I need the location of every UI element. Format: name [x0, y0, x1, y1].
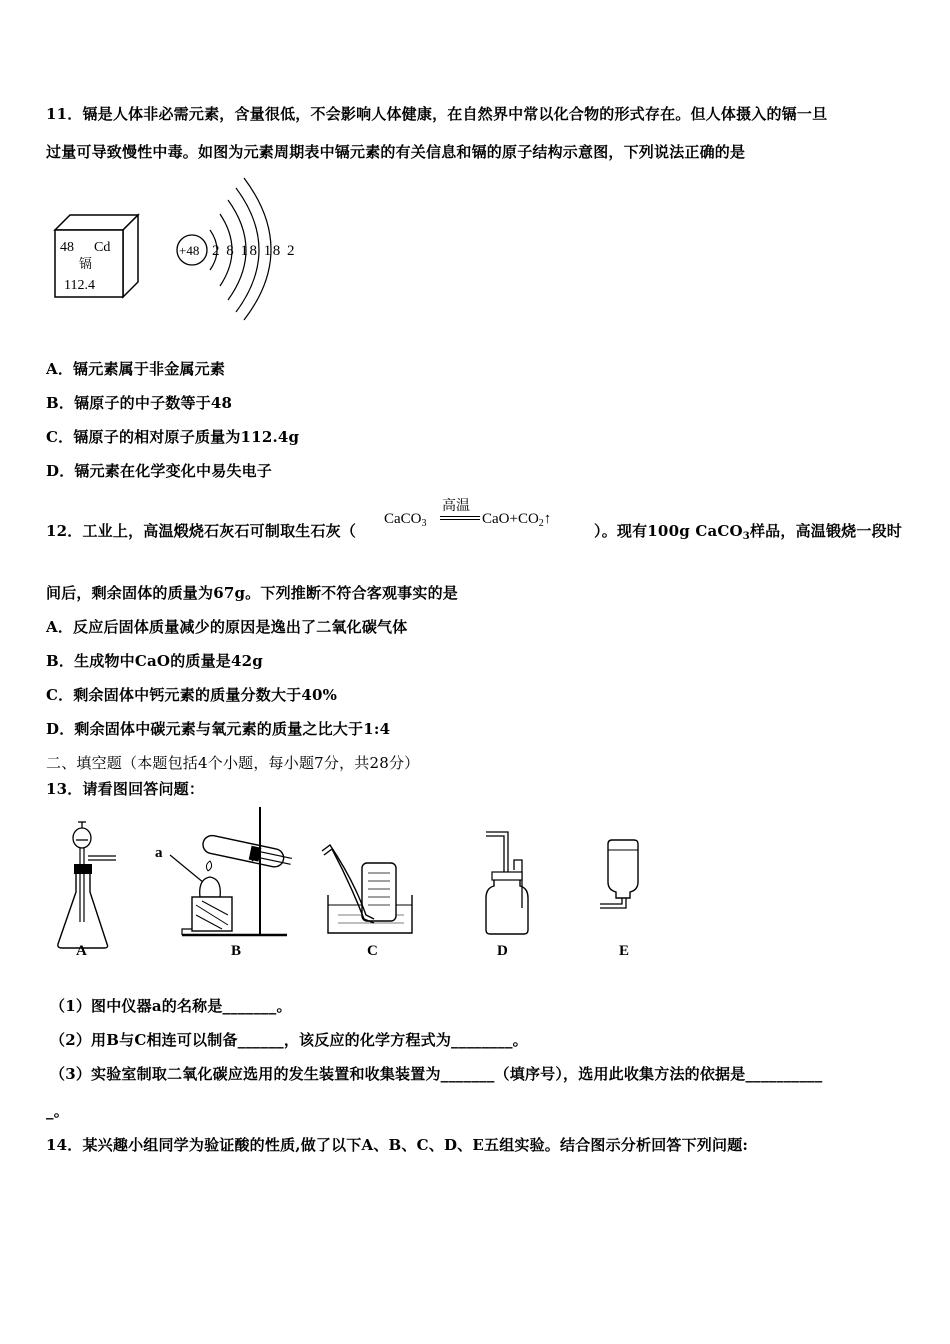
element-number: 48 — [60, 240, 74, 255]
q13-sub2: （2）用B与C相连可以制备______，该反应的化学方程式为________。 — [50, 1031, 528, 1049]
cadmium-atom-structure — [172, 172, 297, 322]
q12-option-a: A．反应后固体质量减少的原因是逸出了二氧化碳气体 — [46, 618, 408, 636]
q12-option-b: B．生成物中CaO的质量是42g — [46, 652, 263, 670]
apparatus-label-a: A — [76, 943, 87, 959]
q12-equation — [384, 496, 594, 540]
q12-option-d: D．剩余固体中碳元素与氧元素的质量之比大于1:4 — [46, 720, 391, 738]
electron-shells: 2 8 18 18 2 — [212, 243, 296, 259]
apparatus-label-d: D — [497, 943, 508, 959]
cadmium-element-box — [50, 210, 145, 302]
apparatus-label-b: B — [231, 943, 242, 959]
q13-sub3-end: _。 — [46, 1102, 69, 1120]
q14-text: 14．某兴趣小组同学为验证酸的性质,做了以下A、B、C、D、E五组实验。结合图示分析回答下列问题: — [46, 1136, 749, 1154]
equation-line-top — [440, 516, 480, 517]
q13-sub1: （1）图中仪器a的名称是_______。 — [50, 997, 292, 1015]
section-2-heading: 二、填空题（本题包括4个小题，每小题7分，共28分） — [46, 754, 420, 772]
equation-condition: 高温 — [442, 498, 470, 514]
apparatus-label-c: C — [367, 943, 378, 959]
equation-products: $CaO+CO_2↑$ — [482, 511, 552, 529]
q11-option-b: B．镉原子的中子数等于48 — [46, 394, 233, 412]
q11-line1: 11．镉是人体非必需元素，含量很低，不会影响人体健康，在自然界中常以化合物的形式存在。但人体摄入的镉一旦 — [46, 105, 828, 123]
apparatus-b-heating — [152, 805, 302, 940]
q12-option-c: C．剩余固体中钙元素的质量分数大于40% — [46, 686, 338, 704]
apparatus-d-gas-bottle — [478, 828, 538, 938]
apparatus-e-inverted-bottle — [594, 838, 654, 928]
equation-reactant: CaCO$_3$ — [384, 511, 427, 529]
q11-option-d: D．镉元素在化学变化中易失电子 — [46, 462, 273, 480]
apparatus-label-e: E — [619, 943, 630, 959]
q12-prefix: 12．工业上，高温煅烧石灰石可制取生石灰（ — [46, 522, 357, 540]
element-mass: 112.4 — [64, 278, 95, 293]
apparatus-a-flask — [52, 812, 122, 962]
q12-line2: 间后，剩余固体的质量为67g。下列推断不符合客观事实的是 — [46, 584, 458, 602]
element-name: 镉 — [79, 257, 93, 272]
q11-option-c: C．镉原子的相对原子质量为112.4g — [46, 428, 300, 446]
q11-option-a: A．镉元素属于非金属元素 — [46, 360, 226, 378]
apparatus-c-water-trough — [318, 835, 420, 940]
q11-line2: 过量可导致慢性中毒。如图为元素周期表中镉元素的有关信息和镉的原子结构示意图，下列说法正确的是 — [46, 143, 746, 161]
nucleus-charge: +48 — [179, 243, 200, 258]
q13-sub3: （3）实验室制取二氧化碳应选用的发生装置和收集装置为_______（填序号），选用此收集方法的依据是__________ — [50, 1065, 823, 1083]
q13-title: 13．请看图回答问题： — [46, 780, 205, 798]
element-symbol: Cd — [94, 240, 111, 255]
instrument-a-label: a — [155, 845, 163, 861]
equation-line-bottom — [440, 519, 480, 520]
q12-suffix: ）。现有100g CaCO$_3$样品，高温锻烧一段时 — [594, 522, 902, 542]
